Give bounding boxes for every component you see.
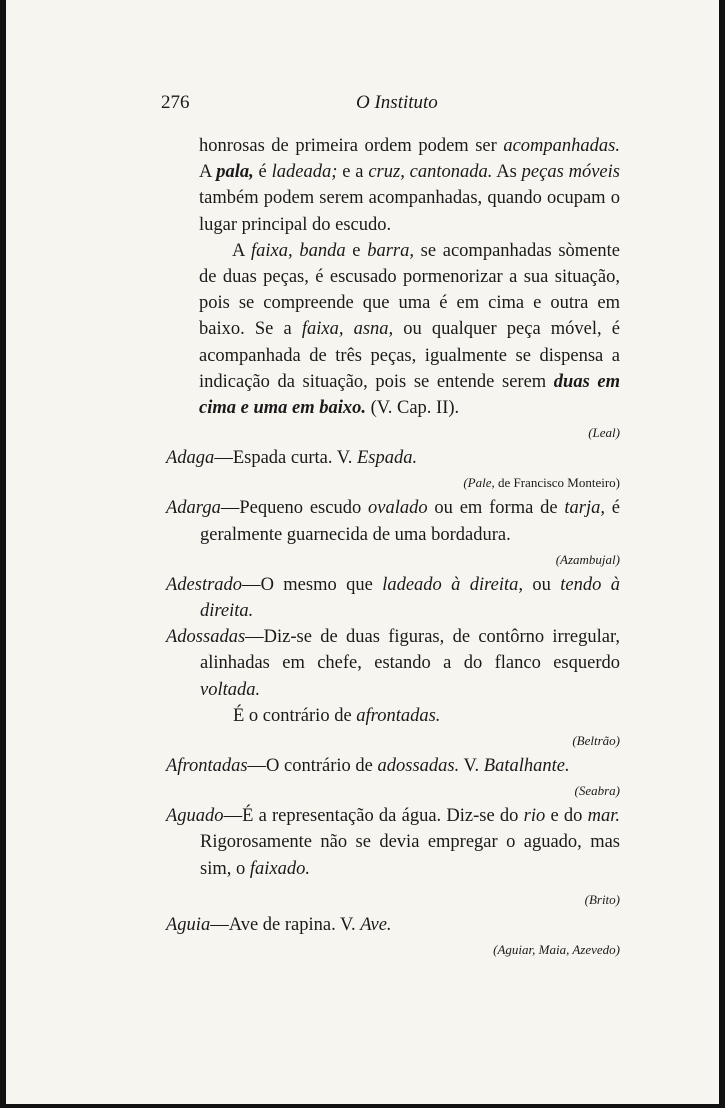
source-citation: (Beltrão) xyxy=(572,733,620,749)
source-citation: (Leal) xyxy=(588,425,620,441)
page-header xyxy=(161,92,621,116)
intro-paragraph-2: A faixa, banda e barra, se acompanhadas sòmente de duas peças, é escusado pormenorizar a sua situação, pois se compreende que uma é em cima e outra em baixo. Se a faixa, asna, ou qualquer peça móvel, é acompanhada de três peças, igualmente se dispensa a indicação da situação, pois se entende serem duas em cima e uma em baixo. (V. Cap. II). xyxy=(199,240,620,419)
intro-paragraph-1: honrosas de primeira ordem podem ser acompanhadas. A pala, é ladeada; e a cruz, cantonada. As peças móveis também podem serem acompanhadas, quando ocupam o lugar principal do escudo. xyxy=(199,136,620,235)
entry-aguado: Aguado—É a representação da água. Diz-se do rio e do mar. Rigorosamente não se devia empregar o aguado, mas sim, o faixado. xyxy=(166,806,620,879)
source-citation: (Brito) xyxy=(584,891,620,907)
body-text xyxy=(166,133,620,962)
entry-aguia: Aguia—Ave de rapina. V. Ave. xyxy=(166,914,392,935)
source-citation: (Pale, de Francisco Monteiro) xyxy=(463,475,620,491)
page-number: 276 xyxy=(161,92,190,113)
entry-adestrado: Adestrado—O mesmo que ladeado à direita, ou tendo à direita. xyxy=(166,574,620,622)
entry-adarga: Adarga—Pequeno escudo ovalado ou em forma de tarja, é geralmente guarnecida de uma bordadura. xyxy=(166,498,620,545)
source-citation: (Aguiar, Maia, Azevedo) xyxy=(493,942,620,958)
entry-adaga: Adaga—Espada curta. V. Espada. xyxy=(166,448,418,469)
source-citation: (Azambujal) xyxy=(555,551,620,567)
entry-adossadas-note: É o contrário de afrontadas. xyxy=(233,705,441,726)
entry-adossadas: Adossadas—Diz-se de duas figuras, de contôrno irregular, alinhadas em chefe, estando a do flanco esquerdo voltada. xyxy=(166,627,620,700)
entry-afrontadas: Afrontadas—O contrário de adossadas. V. Batalhante. xyxy=(166,756,570,777)
source-citation: (Seabra) xyxy=(574,783,620,799)
running-title: O Instituto xyxy=(356,92,438,113)
